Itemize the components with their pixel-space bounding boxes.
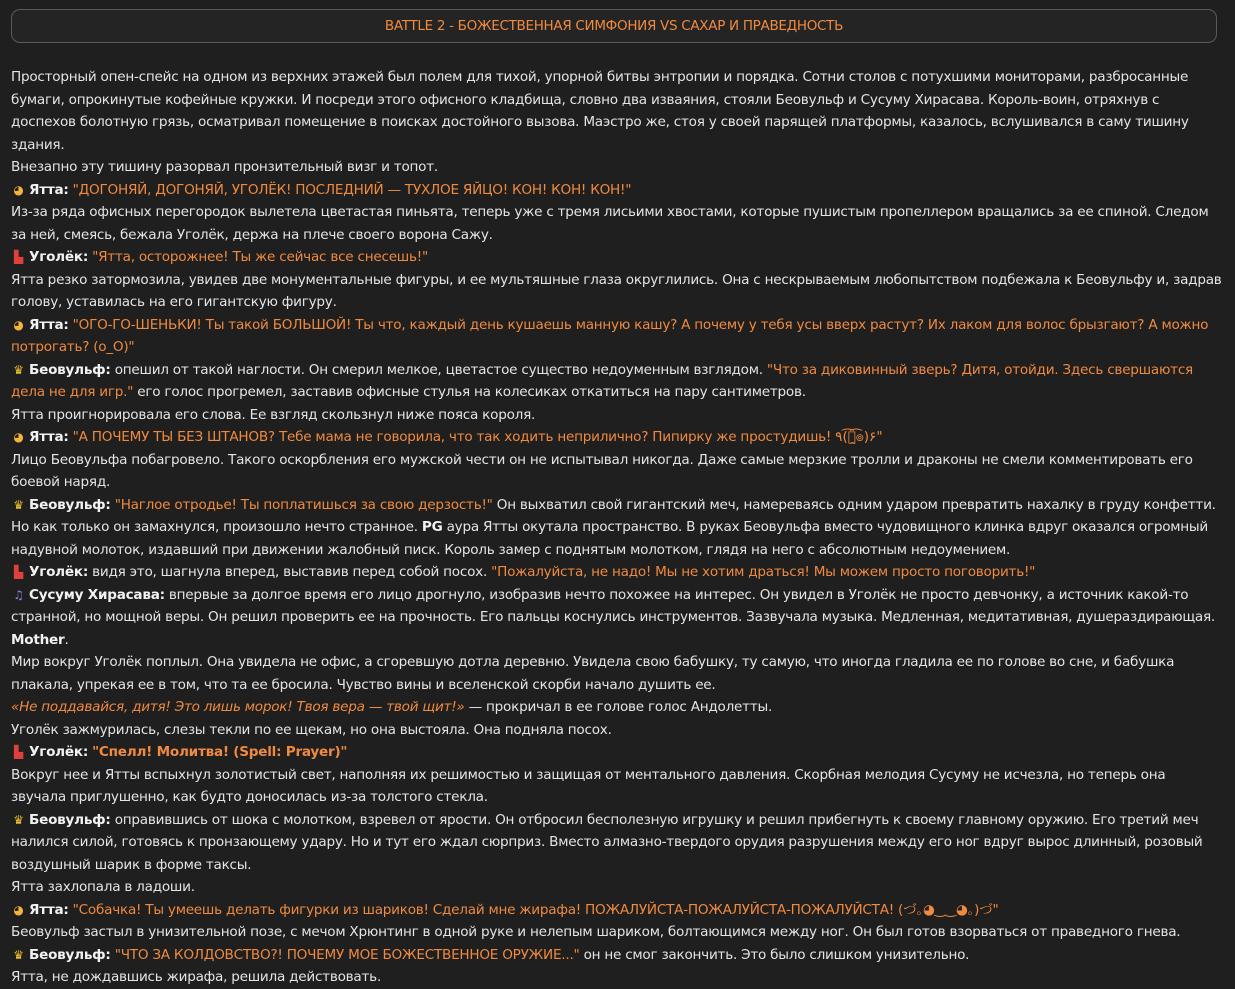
speaker-name: Ятта: bbox=[29, 901, 69, 918]
narration-text: Уголёк зажмурилась, слезы текли по ее щекам, но она выстояла. Она подняла посох. bbox=[11, 721, 612, 738]
dialogue-line bbox=[11, 426, 1223, 449]
dialogue-line bbox=[11, 561, 1223, 584]
narration-text: он не смог закончить. Это было слишком унизительно. bbox=[583, 946, 970, 963]
paragraph bbox=[11, 516, 1223, 561]
speaker-name: Беовульф: bbox=[29, 361, 111, 378]
narration-text: Беовульф застыл в унизительной позе, с мечом Хрюнтинг в одной руке и нелепым шариком, болтающимся между ног. Он был готов взорваться от праведного гнева. bbox=[11, 924, 1181, 940]
narration-text: Но как только он замахнулся, произошло нечто странное. bbox=[11, 519, 418, 535]
narration-text: Ятта резко затормозила, увидев две монументальные фигуры, и ее мультяшные глаза округлились. Она с нескрываемым любопытством подбежала к Беовульфу и, задрав голову, уставилась на его гигантскую фигуру. bbox=[11, 271, 1222, 310]
crown-icon: ♛ bbox=[13, 812, 24, 827]
narration-text: Ятта проигнорировала его слова. Ее взгляд скользнул ниже пояса короля. bbox=[11, 406, 536, 423]
dialogue-line bbox=[11, 314, 1223, 359]
dialogue-quote: "Собачка! Ты умеешь делать фигурки из шариков! Сделай мне жирафа! ПОЖАЛУЙСТА-ПОЖАЛУЙСТА-ПОЖАЛУЙСТА! (づ｡◕‿‿◕｡)づ" bbox=[72, 901, 999, 918]
speaker-name: Уголёк: bbox=[29, 744, 89, 760]
dialogue-line bbox=[11, 944, 1223, 967]
speaker-name: Беовульф: bbox=[29, 496, 111, 513]
paragraph bbox=[11, 719, 1223, 742]
narration-text: — прокричал в ее голове голос Андолетты. bbox=[468, 699, 773, 715]
narration-text: Просторный опен-спейс на одном из верхних этажей был полем для тихой, упорной битвы энтропии и порядка. Сотни столов с потухшими мониторами, разбросанные бумаги, опрокинутые кофейные кружки. И посреди этого офисного кладбища, словно два изваяния, стояли Беовульф и Сусуму Хирасава. Король-воин, отряхнув с доспехов болотную грязь, осматривал помещение в поисках достойного вызова. Маэстро же, стоя у своей парящей платформы, казалось, вслушивался в саму тишину здания. bbox=[11, 69, 1189, 153]
speaker-name: Беовульф: bbox=[29, 811, 111, 828]
narration-text: Он выхватил свой гигантский меч, намереваясь одним ударом превратить нахалку в груду конфетти. bbox=[496, 496, 1216, 513]
narration-text: опешил от такой наглости. Он смерил мелкое, цветастое существо недоуменным взглядом. bbox=[114, 361, 763, 378]
narration-text: Лицо Беовульфа побагровело. Такого оскорбления его мужской чести он не испытывал никогда. Даже самые мерзкие тролли и драконы не смели комментировать его боевой наряд. bbox=[11, 451, 1193, 490]
music-notes-icon: ♫ bbox=[13, 587, 24, 602]
narration-text: видя это, шагнула вперед, выставив перед собой посох. bbox=[92, 564, 488, 580]
narration-text: . bbox=[64, 631, 69, 648]
dialogue-quote: "ОГО-ГО-ШЕНЬКИ! Ты такой БОЛЬШОЙ! Ты что, каждый день кушаешь манную кашу? А почему у тебя усы вверх растут? Их лаком для волос брызгают? А можно потрогать? (о_О)" bbox=[11, 316, 1209, 355]
narration-text: Мир вокруг Уголёк поплыл. Она увидела не офис, а сгоревшую дотла деревню. Увидела свою бабушку, ту самую, что иногда гладила ее по голове во сне, и бабушка плакала, упрекая ее в том, что та ее бросила. Чувство вины и вселенской скорби начало душить ее. bbox=[11, 654, 1175, 693]
dialogue-line bbox=[11, 809, 1223, 877]
paragraph bbox=[11, 651, 1223, 696]
paragraph bbox=[11, 156, 1223, 179]
dialogue-quote: "ДОГОНЯЙ, ДОГОНЯЙ, УГОЛЁК! ПОСЛЕДНИЙ — ТУХЛОЕ ЯЙЦО! КОН! КОН! КОН!" bbox=[72, 181, 632, 198]
paragraph bbox=[11, 404, 1223, 427]
narration-text: его голос прогремел, заставив офисные стулья на колесиках откатиться на пару сантиметров. bbox=[137, 384, 806, 400]
narration-text: оправившись от шока с молотком, взревел от ярости. Он отбросил бесполезную игрушку и решил прибегнуть к своему главному оружию. Его третий меч налился силой, готовясь к пронзающему удару. Но и тут его ждал сюрприз. Вместо алмазно-твердого орудия разрушения между его ног вдруг вырос длинный, розовый воздушный шарик в форме таксы. bbox=[11, 811, 1203, 873]
dialogue-quote: "А ПОЧЕМУ ТЫ БЕЗ ШТАНОВ? Тебе мама не говорила, что так ходить неприлично? Пипирку же простудишь! ٩(͡๏̯͡๏)۶" bbox=[72, 429, 883, 445]
narration-text: Из-за ряда офисных перегородок вылетела цветастая пиньята, теперь уже с тремя лисьими хвостами, которые пушистым пропеллером вращались за ее спиной. Следом за ней, смеясь, бежала Уголёк, держа на плече своего ворона Сажу. bbox=[11, 204, 1209, 243]
narration-text: впервые за долгое время его лицо дрогнуло, изобразив нечто похожее на интерес. Он увидел в Уголёк не просто девчонку, а источник какой-то странной, но мощной веры. Он решил проверить ее на прочность. Его пальцы коснулись инструментов. Зазвучала музыка. Медленная, медитативная, душераздирающая. bbox=[11, 586, 1215, 625]
pg-label: PG bbox=[421, 519, 443, 535]
dialogue-quote: "Наглое отродье! Ты поплатишься за свою дерзость!" bbox=[114, 496, 493, 513]
paragraph bbox=[11, 876, 1223, 899]
boot-icon: ▙ bbox=[14, 745, 23, 759]
narration-text: Ятта захлопала в ладоши. bbox=[11, 879, 195, 895]
dialogue-line bbox=[11, 494, 1223, 517]
boot-icon: ▙ bbox=[14, 250, 23, 264]
narration-text: Вокруг нее и Ятты вспыхнул золотистый свет, наполняя их решимостью и защищая от ментального давления. Скорбная мелодия Сусуму не исчезла, но теперь она звучала приглушенно, как будто доносилась из-за толстого стекла. bbox=[11, 766, 1166, 805]
paragraph bbox=[11, 269, 1223, 314]
paragraph bbox=[11, 921, 1223, 944]
song-title: Mother bbox=[11, 631, 65, 648]
dialogue-quote: "Что за диковинный зверь? Дитя, отойди. Здесь свершаются дела не для игр." bbox=[11, 361, 1193, 400]
paragraph bbox=[11, 764, 1223, 809]
speaker-name: Уголёк: bbox=[29, 564, 89, 580]
face-hands-icon: ◕ bbox=[13, 430, 24, 444]
dialogue-line bbox=[11, 696, 1223, 719]
speaker-name: Сусуму Хирасава: bbox=[29, 586, 165, 603]
speaker-name: Ятта: bbox=[29, 316, 69, 333]
speaker-name: Беовульф: bbox=[29, 946, 111, 963]
face-hands-icon: ◕ bbox=[13, 317, 24, 332]
dialogue-quote: "ЧТО ЗА КОЛДОВСТВО?! ПОЧЕМУ МОЕ БОЖЕСТВЕННОЕ ОРУЖИЕ..." bbox=[114, 946, 580, 963]
crown-icon: ♛ bbox=[13, 947, 24, 962]
dialogue-line bbox=[11, 899, 1223, 922]
dialogue-line bbox=[11, 359, 1223, 404]
boot-icon: ▙ bbox=[14, 565, 23, 579]
speaker-name: Ятта: bbox=[29, 181, 69, 198]
paragraph bbox=[11, 966, 1223, 989]
dialogue-line bbox=[11, 741, 1223, 764]
dialogue-line bbox=[11, 246, 1223, 269]
battle-header bbox=[11, 9, 1217, 43]
paragraph bbox=[11, 66, 1223, 156]
narration-text: Внезапно эту тишину разорвал пронзительный визг и топот. bbox=[11, 159, 438, 175]
dialogue-line bbox=[11, 179, 1223, 202]
speaker-name: Уголёк: bbox=[29, 249, 89, 265]
narration-text: Ятта, не дождавшись жирафа, решила действовать. bbox=[11, 969, 382, 985]
speaker-name: Ятта: bbox=[29, 429, 69, 445]
face-hands-icon: ◕ bbox=[13, 902, 24, 917]
paragraph bbox=[11, 201, 1223, 246]
story-content bbox=[11, 66, 1223, 989]
crown-icon: ♛ bbox=[13, 362, 24, 377]
paragraph bbox=[11, 449, 1223, 494]
dialogue-quote: «Не поддавайся, дитя! Это лишь морок! Твоя вера — твой щит!» bbox=[11, 699, 465, 715]
dialogue-line bbox=[11, 584, 1223, 652]
dialogue-quote: "Пожалуйста, не надо! Мы не хотим драться! Мы можем просто поговорить!" bbox=[491, 564, 1036, 580]
face-hands-icon: ◕ bbox=[13, 182, 24, 197]
dialogue-quote: "Ятта, осторожнее! Ты же сейчас все снесешь!" bbox=[92, 249, 428, 265]
crown-icon: ♛ bbox=[13, 497, 24, 512]
dialogue-quote: "Спелл! Молитва! (Spell: Prayer)" bbox=[92, 744, 348, 760]
narration-text: аура Ятты окутала пространство. В руках Беовульфа вместо чудовищного клинка вдруг оказался огромный надувной молоток, издавший при движении жалобный писк. Король замер с поднятым молотком, глядя на него с абсолютным недоумением. bbox=[11, 519, 1208, 558]
battle-title: BATTLE 2 - БОЖЕСТВЕННАЯ СИМФОНИЯ VS САХАР И ПРАВЕДНОСТЬ bbox=[384, 18, 844, 34]
